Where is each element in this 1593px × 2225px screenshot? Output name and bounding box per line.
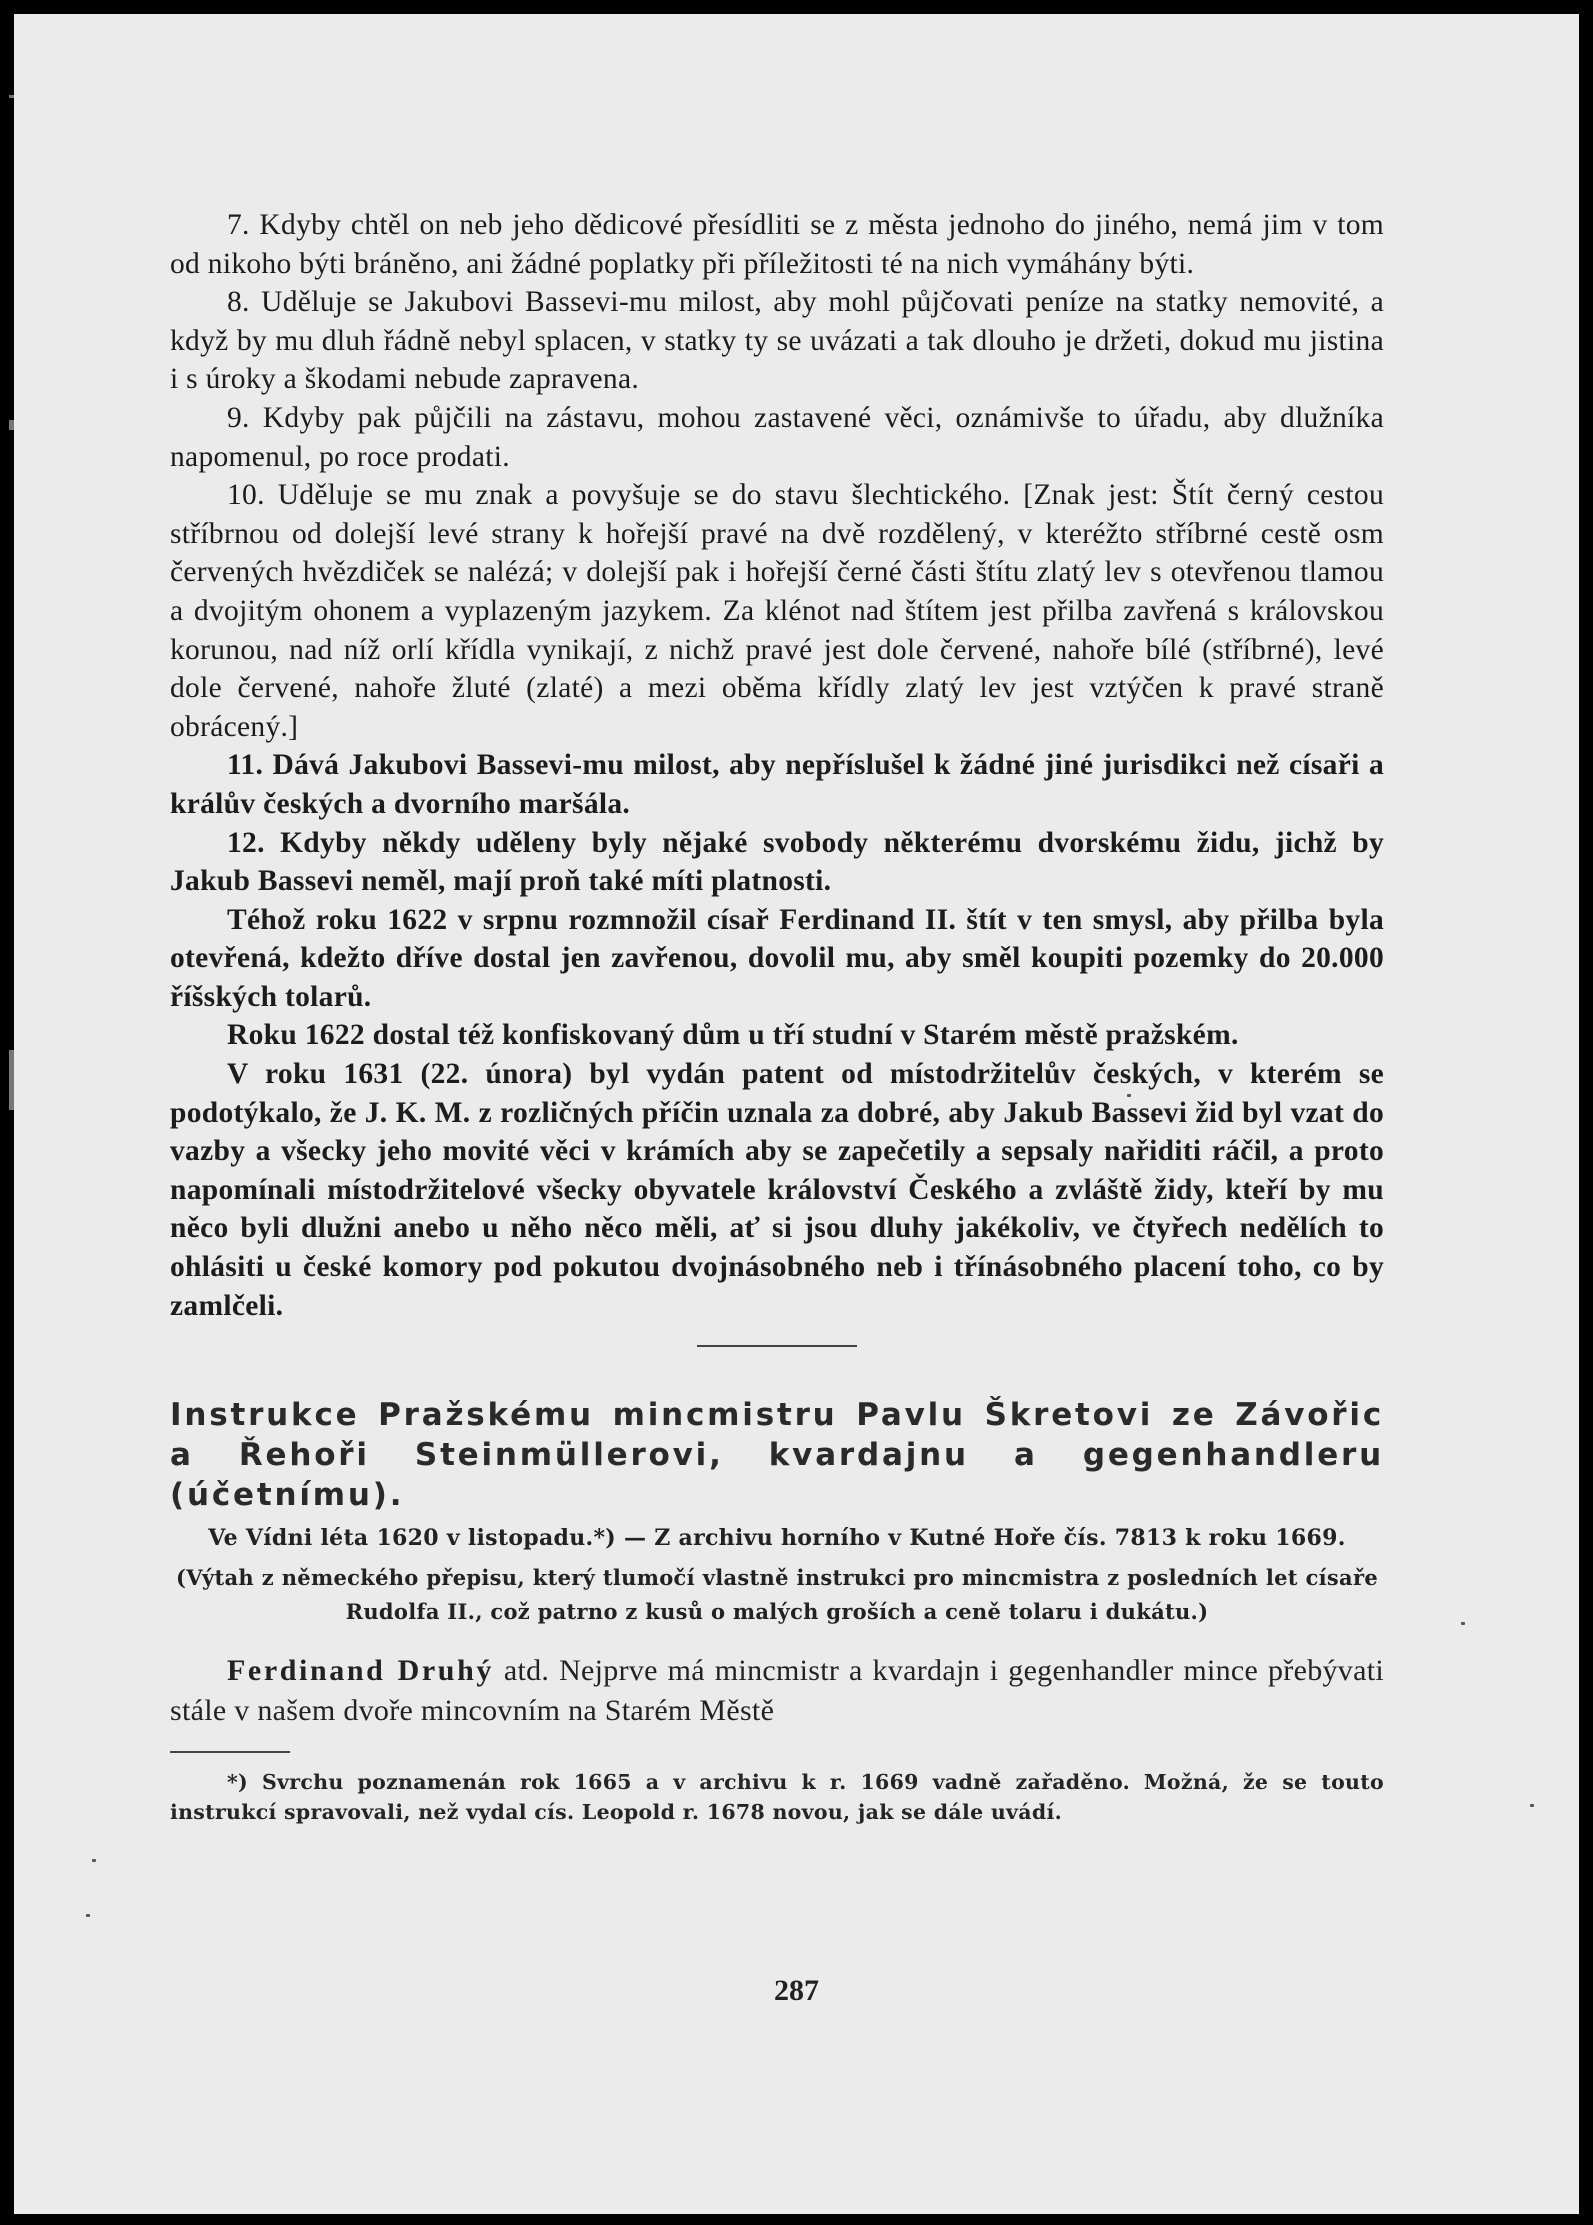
paragraph-10: 10. Uděluje se mu znak a povyšuje se do stavu šlechtického. [Znak jest: Štít černý cestou stříbrnou od dolejší levé strany k hořejší pravé na dvě rozdělený, v kteréžto stříbrné cestě osm červených hvězdiček se nalézá; v dolejší pak i hořejší černé části štítu zlatý lev s otevřenou tlamou a dvojitým ohonem a vyplazeným jazykem. Za klénot nad štítem jest přilba zavřená s královskou korunou, nad níž orlí křídla vynikají, z nichž pravé jest dole červené, nahoře bílé (stříbrné), levé dole červené, nahoře žluté (zlaté) a mezi oběma křídly zlatý lev jest vztýčen k pravé straně obrácený.] [170, 479, 1384, 743]
section-divider [697, 1345, 857, 1347]
speck [92, 1859, 96, 1862]
section-source: Ve Vídni léta 1620 v listopadu.*) — Z archivu horního v Kutné Hoře čís. 7813 k roku 1669. [208, 1525, 1346, 1552]
paragraph-1622-house: Roku 1622 dostal též konfiskovaný dům u tří studní v Starém městě pražském. [227, 1019, 1239, 1052]
paragraph-12: 12. Kdyby někdy uděleny byly nějaké svobody některému dvorskému židu, jichž by Jakub Bassevi neměl, mají proň také míti platnosti. [170, 826, 1384, 898]
section-note: (Výtah z německého přepisu, který tlumočí vlastně instrukci pro mincmistra z posledních let císaře Rudolfa II., což patrno z kusů o malých groších a ceně tolaru i dukátu.) [176, 1565, 1378, 1625]
speck [1530, 1804, 1534, 1807]
footnote-rule [170, 1751, 290, 1753]
paragraph-11: 11. Dává Jakubovi Bassevi-mu milost, aby nepříslušel k žádné jiné jurisdikci než císaři a králův českých a dvorního maršála. [170, 749, 1384, 820]
speck [86, 1914, 90, 1917]
opening-name: Ferdinand Druhý [227, 1654, 494, 1688]
footnote: *) Svrchu poznamenán rok 1665 a v archivu k r. 1669 vadně zařaděno. Možná, že se touto instrukcí spravovali, než vydal cís. Leopold r. 1678 novou, jak se dále uvádí. [170, 1769, 1384, 1824]
page-number: 287 [774, 1974, 819, 2007]
paragraph-7: 7. Kdyby chtěl on neb jeho dědicové přesídliti se z města jednoho do jiného, nemá jim v tom od nikoho býti bráněno, ani žádné poplatky při příležitosti té na nich vymáhány býti. [170, 209, 1384, 280]
paragraph-1631-patent: V roku 1631 (22. února) byl vydán patent od místodržitelův českých, v kterém se podotýkalo, že J. K. M. z rozličných příčin uznala za dobré, aby Jakub Bassevi žid byl vzat do vazby a všecky jeho movité věci v krámích aby se zapečetily a sepsaly nařiditi ráčil, a proto napomínali místodržitelové všecky obyvatele království Českého a zvláště židy, kteří by mu něco byli dlužni anebo u něho něco měli, ať si jsou dluhy jakékoliv, ve čtyřech nedělích to ohlásiti u české komory pod pokutou dvojnásobného neb i třínásobného placení toho, co by zamlčeli. [170, 1058, 1384, 1322]
main-text [170, 206, 1384, 1827]
opening-text: atd. Nejprve má mincmistr a kvardajn i gegenhandler mince přebývati stále v našem dvoře mincovním na Starém Městě [170, 1654, 1384, 1728]
paragraph-1622-shield: Téhož roku 1622 v srpnu rozmnožil císař Ferdinand II. štít v ten smysl, aby přilba byla otevřená, kdežto dříve dostal jen zavřenou, dovolil mu, aby směl koupiti pozemky do 20.000 říšských tolarů. [170, 903, 1384, 1013]
paragraph-8: 8. Uděluje se Jakubovi Bassevi-mu milost, aby mohl půjčovati peníze na statky nemovité, a když by mu dluh řádně nebyl splacen, v statky ty se uvázati a tak dlouho je držeti, dokud mu jistina i s úroky a škodami nebude zapravena. [170, 286, 1384, 396]
scan-left-edge [0, 0, 14, 2225]
book-page [14, 14, 1579, 2214]
section-opening [170, 1651, 1384, 1731]
section-title: Instrukce Pražskému mincmistru Pavlu Škretovi ze Závořic a Řehoři Steinmüllerovi, kvardajnu a gegenhandleru (účetnímu). [170, 1397, 1384, 1514]
speck [1461, 1622, 1465, 1625]
paragraph-9: 9. Kdyby pak půjčili na zástavu, mohou zastavené věci, oznámivše to úřadu, aby dlužníka napomenul, po roce prodati. [170, 401, 1384, 473]
